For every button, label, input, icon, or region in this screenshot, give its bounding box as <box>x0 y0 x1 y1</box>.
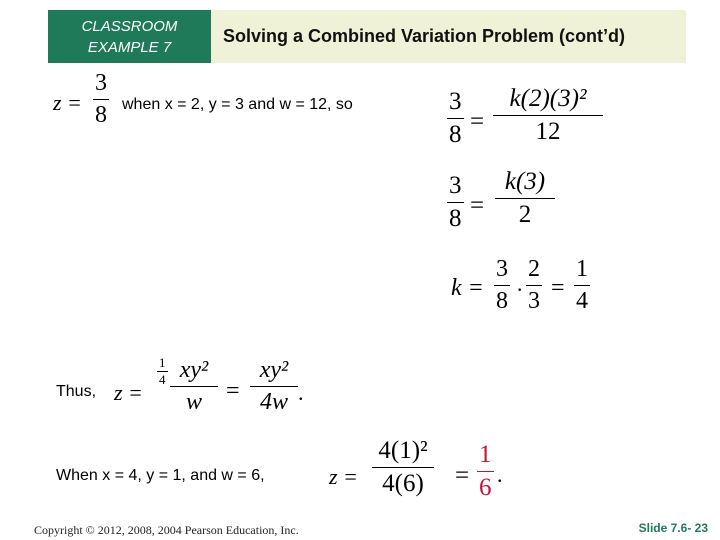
eq2-rhs-numerator: k(3) <box>504 168 546 195</box>
k-fraction-2-denominator: 3 <box>528 288 540 314</box>
slide-number: Slide 7.6- 23 <box>638 521 708 535</box>
eq2-lhs-numerator: 3 <box>449 172 462 199</box>
slide-title <box>211 10 686 63</box>
when-text: When x = 4, y = 1, and w = 6, <box>56 467 265 484</box>
eq2-equals: = <box>470 192 485 219</box>
z-fraction-denominator: 8 <box>95 102 107 128</box>
thus-equals: = <box>226 378 240 404</box>
multiply-dot: · <box>516 277 524 302</box>
k-equals-label: k = <box>451 275 484 301</box>
fraction-bar <box>250 386 298 387</box>
z-equals-label: z = <box>53 90 82 115</box>
thus-fraction-2 <box>250 357 298 416</box>
eq1-equals: = <box>470 108 485 135</box>
thus-coefficient-numerator: 1 <box>159 355 166 370</box>
result-denominator: 6 <box>479 474 492 501</box>
thus-text: Thus, <box>56 383 97 400</box>
k-fraction-1 <box>494 256 510 315</box>
fraction-bar <box>526 285 542 286</box>
result-fraction <box>477 441 494 502</box>
eq2-rhs-denominator: 2 <box>518 201 532 228</box>
when-z-label: z = <box>329 464 358 489</box>
k-fraction-3-numerator: 1 <box>576 256 588 282</box>
when-equals: = <box>455 462 470 489</box>
classroom-example-badge <box>48 10 211 63</box>
eq1-rhs-denominator: 12 <box>535 118 561 145</box>
result-period: . <box>497 462 503 487</box>
k-fraction-2-numerator: 2 <box>528 256 540 282</box>
fraction-bar <box>574 285 590 286</box>
copyright-text: Copyright © 2012, 2008, 2004 Pearson Education, Inc. <box>34 523 299 537</box>
badge-line-2: EXAMPLE 7 <box>87 38 172 56</box>
k-fraction-3-denominator: 4 <box>576 288 588 314</box>
k-fraction-1-numerator: 3 <box>496 256 508 282</box>
eq1-rhs-numerator: k(2)(3)² <box>509 85 587 112</box>
fraction-bar <box>447 118 464 119</box>
fraction-bar <box>93 99 109 100</box>
slide-title-text: Solving a Combined Variation Problem (cont’d) <box>223 26 626 46</box>
fraction-bar <box>494 285 510 286</box>
fraction-bar <box>372 467 434 468</box>
fraction-bar <box>447 202 464 203</box>
fraction-bar <box>495 198 555 199</box>
z-fraction-numerator: 3 <box>95 70 107 96</box>
eq1-lhs-fraction <box>447 88 464 149</box>
thus-fraction-1 <box>170 357 218 416</box>
k-fraction-3 <box>574 256 590 315</box>
thus-coefficient <box>157 355 168 388</box>
eq2-lhs-fraction <box>447 172 464 233</box>
thus-z-label: z = <box>114 380 143 405</box>
k-fraction-2 <box>526 256 542 315</box>
thus-fraction-2-numerator: xy² <box>259 357 289 383</box>
eq2-rhs-fraction <box>495 168 555 229</box>
fraction-bar <box>493 115 603 116</box>
eq1-rhs-fraction <box>493 85 603 146</box>
thus-coefficient-denominator: 4 <box>159 372 166 387</box>
when-fraction-denominator: 4(6) <box>382 470 424 497</box>
period: . <box>298 380 304 405</box>
badge-line-1: CLASSROOM <box>81 17 178 35</box>
result-numerator: 1 <box>479 441 492 468</box>
eq1-lhs-numerator: 3 <box>449 88 462 115</box>
thus-fraction-1-numerator: xy² <box>179 357 209 383</box>
eq2-lhs-denominator: 8 <box>449 205 462 232</box>
when-fraction-numerator: 4(1)² <box>378 437 428 464</box>
given-values-text: when x = 2, y = 3 and w = 12, so <box>122 96 353 113</box>
z-fraction <box>93 70 109 129</box>
k-equals-2: = <box>551 275 565 301</box>
when-fraction <box>372 437 434 498</box>
k-fraction-1-denominator: 8 <box>496 288 508 314</box>
fraction-bar <box>477 471 494 472</box>
thus-fraction-1-denominator: w <box>185 389 202 415</box>
fraction-bar <box>170 386 218 387</box>
thus-fraction-2-denominator: 4w <box>259 389 288 415</box>
eq1-lhs-denominator: 8 <box>449 121 462 148</box>
